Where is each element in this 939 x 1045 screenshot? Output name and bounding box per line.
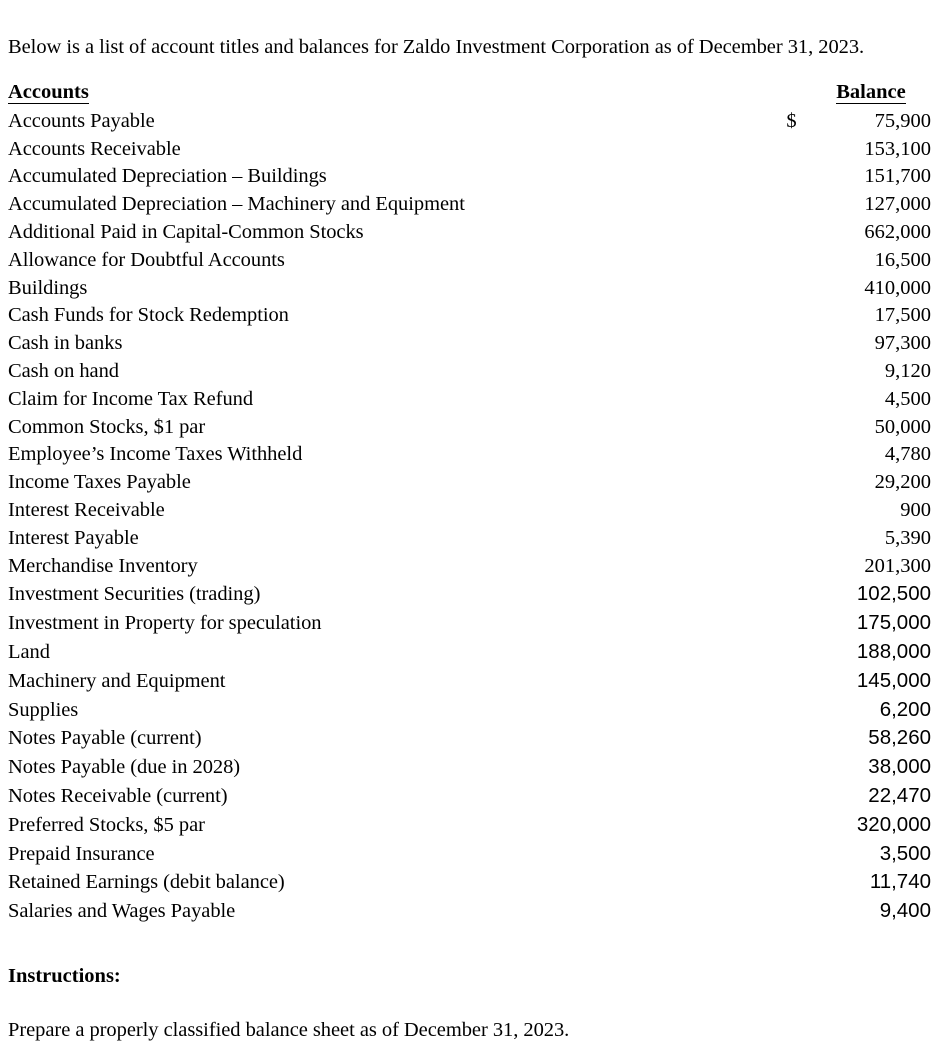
column-header-accounts-label: Accounts bbox=[8, 81, 89, 103]
account-title-cell: Investment in Property for speculation bbox=[8, 612, 322, 635]
account-balance-cell: 11,740 bbox=[869, 870, 931, 894]
account-balance-cell: 175,000 bbox=[856, 611, 931, 635]
account-title-cell: Accounts Receivable bbox=[8, 137, 181, 160]
currency-symbol-cell bbox=[786, 275, 811, 303]
account-balance-cell: 188,000 bbox=[856, 639, 931, 663]
account-balance-cell: 153,100 bbox=[864, 137, 931, 160]
table-row bbox=[8, 753, 931, 782]
column-header-accounts bbox=[8, 79, 786, 108]
account-title-cell: Income Taxes Payable bbox=[8, 471, 191, 494]
account-title-cell: Investment Securities (trading) bbox=[8, 583, 261, 606]
table-row bbox=[8, 330, 931, 358]
account-balance-cell: 900 bbox=[900, 498, 931, 521]
table-row bbox=[8, 469, 931, 497]
instructions-body: Prepare a properly classified balance sheet as of December 31, 2023. bbox=[8, 1019, 570, 1042]
column-header-currency-spacer bbox=[786, 79, 811, 108]
table-row bbox=[8, 163, 931, 191]
account-title-cell: Notes Payable (due in 2028) bbox=[8, 756, 241, 779]
account-title-cell: Notes Receivable (current) bbox=[8, 784, 228, 807]
accounts-balances-table bbox=[8, 79, 931, 926]
account-title-cell: Salaries and Wages Payable bbox=[8, 900, 236, 923]
account-balance-cell: 102,500 bbox=[856, 582, 931, 606]
account-title-cell: Common Stocks, $1 par bbox=[8, 415, 206, 438]
account-title-cell: Cash on hand bbox=[8, 359, 119, 382]
account-title-cell: Notes Payable (current) bbox=[8, 727, 202, 750]
account-title-cell: Buildings bbox=[8, 276, 88, 299]
table-row bbox=[8, 302, 931, 330]
currency-symbol-cell bbox=[786, 667, 811, 696]
table-row bbox=[8, 667, 931, 696]
account-balance-cell: 127,000 bbox=[864, 193, 931, 216]
account-balance-cell: 29,200 bbox=[874, 471, 931, 494]
currency-symbol-cell bbox=[786, 724, 811, 753]
currency-symbol-cell bbox=[786, 191, 811, 219]
intro-paragraph: Below is a list of account titles and balances for Zaldo Investment Corporation as of December 31, 2023. bbox=[8, 35, 865, 58]
table-row bbox=[8, 191, 931, 219]
currency-symbol-cell bbox=[786, 525, 811, 553]
currency-symbol-cell bbox=[786, 638, 811, 667]
account-balance-cell: 58,260 bbox=[868, 726, 931, 750]
table-row bbox=[8, 580, 931, 609]
currency-symbol-cell bbox=[786, 811, 811, 840]
account-balance-cell: 145,000 bbox=[856, 668, 931, 692]
account-balance-cell: 6,200 bbox=[879, 697, 931, 721]
table-row bbox=[8, 609, 931, 638]
account-balance-cell: 75,900 bbox=[874, 109, 931, 132]
table-row bbox=[8, 414, 931, 442]
account-balance-cell: 410,000 bbox=[864, 276, 931, 299]
table-row bbox=[8, 247, 931, 275]
account-balance-cell: 662,000 bbox=[864, 220, 931, 243]
account-title-cell: Cash in banks bbox=[8, 332, 123, 355]
currency-symbol-cell bbox=[786, 219, 811, 247]
account-title-cell: Employee’s Income Taxes Withheld bbox=[8, 443, 303, 466]
account-title-cell: Accounts Payable bbox=[8, 109, 155, 132]
currency-symbol-cell bbox=[786, 782, 811, 811]
table-row bbox=[8, 811, 931, 840]
account-title-cell: Preferred Stocks, $5 par bbox=[8, 813, 205, 836]
table-row bbox=[8, 897, 931, 926]
currency-symbol-cell bbox=[786, 696, 811, 725]
account-title-cell: Accumulated Depreciation – Buildings bbox=[8, 165, 327, 188]
account-balance-cell: 9,120 bbox=[884, 359, 931, 382]
account-balance-cell: 38,000 bbox=[868, 755, 931, 779]
column-header-balance bbox=[811, 79, 931, 108]
document-page bbox=[0, 21, 939, 1045]
currency-symbol-cell bbox=[786, 868, 811, 897]
table-row bbox=[8, 386, 931, 414]
account-balance-cell: 22,470 bbox=[868, 783, 931, 807]
currency-symbol-cell bbox=[786, 386, 811, 414]
table-row bbox=[8, 108, 931, 136]
account-balance-cell: 9,400 bbox=[879, 899, 931, 923]
table-row bbox=[8, 275, 931, 303]
table-row bbox=[8, 553, 931, 581]
currency-symbol-cell bbox=[786, 609, 811, 638]
table-body bbox=[8, 108, 931, 926]
account-balance-cell: 50,000 bbox=[874, 415, 931, 438]
currency-symbol-cell bbox=[786, 897, 811, 926]
table-row bbox=[8, 868, 931, 897]
table-row bbox=[8, 497, 931, 525]
account-balance-cell: 320,000 bbox=[856, 812, 931, 836]
table-row bbox=[8, 782, 931, 811]
currency-symbol-cell bbox=[786, 247, 811, 275]
account-title-cell: Retained Earnings (debit balance) bbox=[8, 871, 285, 894]
table-row bbox=[8, 840, 931, 869]
table-row bbox=[8, 696, 931, 725]
currency-symbol-cell bbox=[786, 469, 811, 497]
currency-symbol-cell bbox=[786, 840, 811, 869]
currency-symbol-cell bbox=[786, 497, 811, 525]
currency-symbol-cell bbox=[786, 580, 811, 609]
account-title-cell: Supplies bbox=[8, 698, 79, 721]
account-balance-cell: 3,500 bbox=[879, 841, 931, 865]
currency-symbol-cell bbox=[786, 136, 811, 164]
account-title-cell: Merchandise Inventory bbox=[8, 554, 198, 577]
account-title-cell: Interest Payable bbox=[8, 526, 139, 549]
currency-symbol-cell bbox=[786, 441, 811, 469]
account-title-cell: Prepaid Insurance bbox=[8, 842, 155, 865]
account-title-cell: Allowance for Doubtful Accounts bbox=[8, 248, 285, 271]
table-row bbox=[8, 638, 931, 667]
account-title-cell: Accumulated Depreciation – Machinery and Equipment bbox=[8, 193, 465, 216]
instructions-heading: Instructions: bbox=[8, 964, 121, 987]
currency-symbol-cell bbox=[786, 330, 811, 358]
account-title-cell: Interest Receivable bbox=[8, 498, 165, 521]
currency-symbol-cell bbox=[786, 753, 811, 782]
table-row bbox=[8, 724, 931, 753]
column-header-balance-label: Balance bbox=[836, 81, 906, 103]
account-balance-cell: 17,500 bbox=[874, 304, 931, 327]
account-title-cell: Claim for Income Tax Refund bbox=[8, 387, 254, 410]
table-row bbox=[8, 358, 931, 386]
currency-symbol-cell bbox=[786, 414, 811, 442]
account-balance-cell: 4,780 bbox=[884, 443, 931, 466]
account-title-cell: Land bbox=[8, 640, 50, 663]
currency-symbol-cell bbox=[786, 553, 811, 581]
account-balance-cell: 97,300 bbox=[874, 332, 931, 355]
currency-symbol-cell bbox=[786, 358, 811, 386]
table-row bbox=[8, 441, 931, 469]
currency-symbol-cell: $ bbox=[786, 109, 797, 132]
account-balance-cell: 201,300 bbox=[864, 554, 931, 577]
account-title-cell: Additional Paid in Capital-Common Stocks bbox=[8, 220, 364, 243]
table-row bbox=[8, 525, 931, 553]
account-balance-cell: 16,500 bbox=[874, 248, 931, 271]
account-balance-cell: 5,390 bbox=[884, 526, 931, 549]
currency-symbol-cell bbox=[786, 163, 811, 191]
account-balance-cell: 151,700 bbox=[864, 165, 931, 188]
account-title-cell: Cash Funds for Stock Redemption bbox=[8, 304, 289, 327]
table-header-row bbox=[8, 79, 931, 108]
currency-symbol-cell bbox=[786, 302, 811, 330]
account-title-cell: Machinery and Equipment bbox=[8, 669, 226, 692]
account-balance-cell: 4,500 bbox=[884, 387, 931, 410]
table-row bbox=[8, 219, 931, 247]
table-row bbox=[8, 136, 931, 164]
